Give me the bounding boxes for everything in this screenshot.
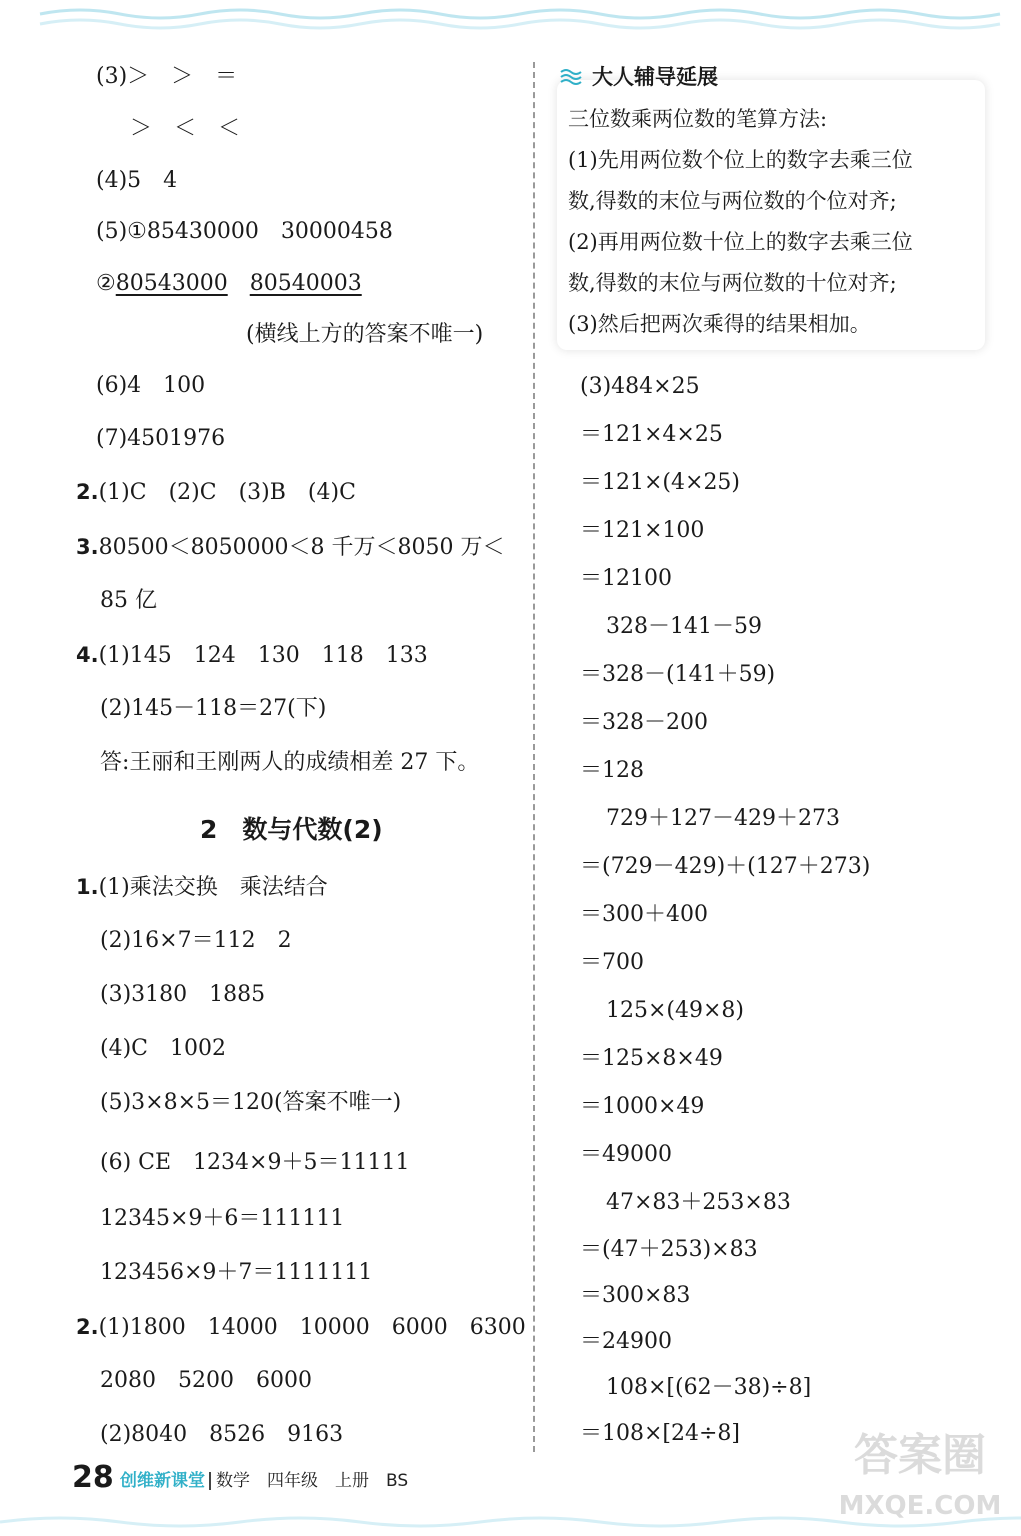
top-wave-band xyxy=(0,0,1021,40)
wave-lines-icon xyxy=(560,68,582,86)
answer-line: 答:王丽和王刚两人的成绩相差 27 下。 xyxy=(100,750,480,775)
answer-line: (6)4 100 xyxy=(96,373,206,398)
question-number: 4. xyxy=(76,643,99,667)
calc-line: ＝700 xyxy=(580,950,644,975)
calc-line: ＝1000×49 xyxy=(580,1094,705,1119)
question-3 xyxy=(76,534,505,561)
calc-line: ＝24900 xyxy=(580,1329,672,1354)
answer-line: 2080 5200 6000 xyxy=(100,1368,312,1393)
watermark-text: 答案圈 xyxy=(854,1430,986,1481)
tip-line: (2)再用两位数十位上的数字去乘三位 xyxy=(568,230,913,254)
calc-line: ＝328－(141＋59) xyxy=(580,662,776,687)
tip-title: 大人辅导延展 xyxy=(592,65,718,89)
question-number: 1. xyxy=(76,875,99,899)
calc-line: ＝108×[24÷8] xyxy=(580,1421,741,1446)
question-4 xyxy=(76,642,428,669)
calc-line: 47×83＋253×83 xyxy=(606,1190,791,1215)
answer-line: (6) CE 1234×9＋5＝11111 xyxy=(100,1150,410,1175)
calc-line: ＝128 xyxy=(580,758,644,783)
calc-line: 125×(49×8) xyxy=(606,998,745,1023)
answer-line: 12345×9＋6＝111111 xyxy=(100,1206,345,1231)
column-divider xyxy=(533,62,535,1452)
answer-text: (1)乘法交换 乘法结合 xyxy=(98,875,328,900)
question-number: 2. xyxy=(76,480,99,504)
tip-line: 数,得数的末位与两位数的个位对齐; xyxy=(568,189,897,213)
answer-text: 80500＜8050000＜8 千万＜8050 万＜ xyxy=(98,535,505,560)
answer-line: (2)8040 8526 9163 xyxy=(100,1422,344,1447)
underlined-answer: 80543000 xyxy=(115,271,228,296)
brand-logo: 创维新课堂 xyxy=(120,1471,205,1491)
tip-line: (1)先用两位数个位上的数字去乘三位 xyxy=(568,148,913,172)
question-2 xyxy=(76,479,356,506)
book-info: 数学 四年级 上册 BS xyxy=(216,1471,409,1491)
answer-note: (横线上方的答案不唯一) xyxy=(246,322,484,347)
answer-line: (2)16×7＝112 2 xyxy=(100,928,292,953)
answer-text: (1)145 124 130 118 133 xyxy=(98,643,428,668)
watermark-url: MXQE.COM xyxy=(838,1491,1002,1521)
answer-line: 123456×9＋7＝1111111 xyxy=(100,1260,373,1285)
question-number: 3. xyxy=(76,535,99,559)
tip-line: 数,得数的末位与两位数的十位对齐; xyxy=(568,271,897,295)
watermark-logo xyxy=(830,1418,1010,1528)
tip-line: (3)然后把两次乘得的结果相加。 xyxy=(568,312,871,336)
calc-line: ＝12100 xyxy=(580,566,672,591)
answer-line-underlined xyxy=(96,271,362,297)
question-2b xyxy=(76,1314,526,1341)
calc-line: 108×[(62－38)÷8] xyxy=(606,1375,812,1400)
tip-line: 三位数乘两位数的笔算方法: xyxy=(568,107,828,131)
answer-line: (7)4501976 xyxy=(96,426,226,451)
question-1 xyxy=(76,874,328,901)
answer-line: 85 亿 xyxy=(100,588,157,613)
answer-line: (4)5 4 xyxy=(96,168,178,193)
answer-line: (2)145－118＝27(下) xyxy=(100,696,327,721)
answer-line: (3)＞ ＞ ＝ xyxy=(96,64,238,89)
calc-line: ＝300×83 xyxy=(580,1283,691,1308)
footer-separator xyxy=(209,1472,211,1490)
calc-line: ＝(47＋253)×83 xyxy=(580,1237,758,1262)
answer-text: (1)C (2)C (3)B (4)C xyxy=(98,480,356,505)
section-title: 2 数与代数(2) xyxy=(200,815,383,844)
calc-line: ＝121×100 xyxy=(580,518,705,543)
calc-line: 729＋127－429＋273 xyxy=(606,806,840,831)
circled-two: ② xyxy=(96,271,116,296)
calc-line: ＝125×8×49 xyxy=(580,1046,723,1071)
answer-line: (3)3180 1885 xyxy=(100,982,266,1007)
answer-line: (5)3×8×5＝120(答案不唯一) xyxy=(100,1090,402,1115)
page-number: 28 xyxy=(72,1460,114,1495)
calc-line: ＝121×4×25 xyxy=(580,422,723,447)
calc-line: ＝49000 xyxy=(580,1142,672,1167)
calc-line: ＝121×(4×25) xyxy=(580,470,741,495)
calc-line: ＝328－200 xyxy=(580,710,708,735)
calc-line: (3)484×25 xyxy=(580,374,700,399)
answer-text: (1)1800 14000 10000 6000 6300 xyxy=(98,1315,526,1340)
calc-line: ＝(729－429)＋(127＋273) xyxy=(580,854,871,879)
answer-line: (4)C 1002 xyxy=(100,1036,226,1061)
answer-line: ＞ ＜ ＜ xyxy=(130,116,241,141)
underlined-answer: 80540003 xyxy=(249,271,362,296)
question-number: 2. xyxy=(76,1315,99,1339)
calc-line: ＝300＋400 xyxy=(580,902,708,927)
calc-line: 328－141－59 xyxy=(606,614,762,639)
answer-line: (5)①85430000 30000458 xyxy=(96,219,393,244)
